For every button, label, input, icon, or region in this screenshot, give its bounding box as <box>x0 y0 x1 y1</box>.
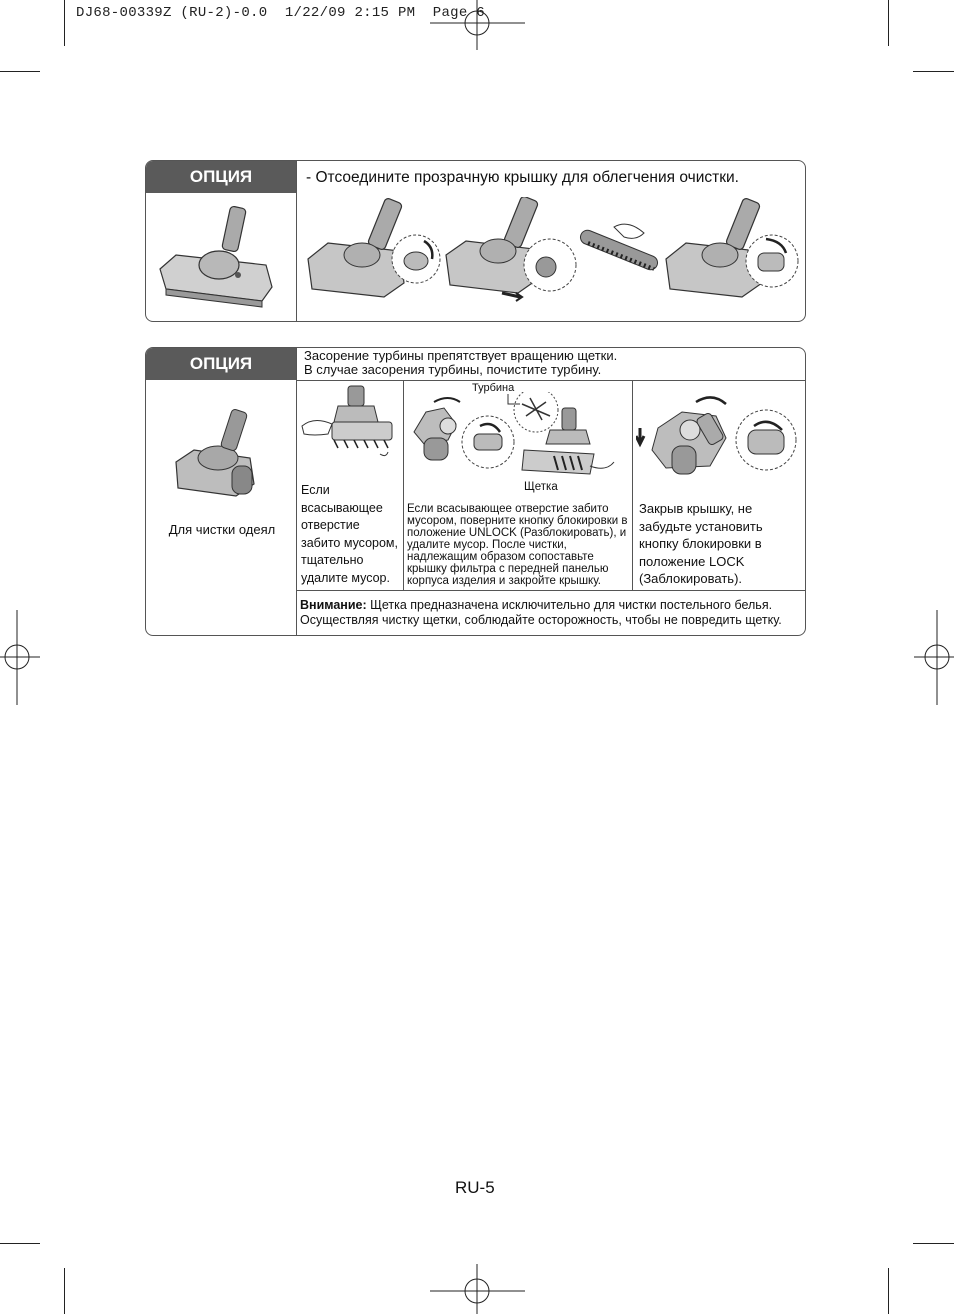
option-box-transparent-cover <box>145 160 806 322</box>
intro-line-1: Засорение турбины препятствует вращению щетки. <box>304 348 618 363</box>
blanket-caption: Для чистки одеял <box>168 522 276 537</box>
print-header: DJ68-00339Z (RU-2)-0.0 1/22/09 2:15 PM Page 6 <box>76 5 485 21</box>
option-box-turbo-brush <box>145 347 806 636</box>
crop-mark <box>913 1243 954 1244</box>
crop-mark <box>64 0 65 46</box>
warning-label: Внимание: <box>300 598 367 612</box>
lock-cover-illustration <box>636 388 802 488</box>
crop-mark <box>0 1243 40 1244</box>
crop-mark <box>64 1268 65 1314</box>
turbo-brush-illustration <box>170 406 266 502</box>
divider <box>296 590 805 591</box>
step-2-text: Если всасывающее отверстие забито мусором, поверните кнопку блокировки в положение UNLOCK (Разблокировать), и удалите мусор. После чистки, надлежащим образом сопоставьте крышку фильтра с передней панелью корпуса изделия и закройте крышку. <box>407 503 628 587</box>
warning-line-1 <box>300 598 772 613</box>
cover-removal-step-4-illustration <box>662 197 802 315</box>
cover-removal-step-1-illustration <box>304 197 444 315</box>
brush-label: Щетка <box>524 481 558 493</box>
option-tag: ОПЦИЯ <box>146 348 296 380</box>
turbine-unlock-illustration <box>404 392 630 496</box>
floor-brush-illustration <box>154 203 284 311</box>
crop-mark <box>0 71 40 72</box>
divider <box>296 380 805 381</box>
debris-removal-illustration <box>298 382 398 470</box>
crop-mark <box>913 71 954 72</box>
intro-line-2: В случае засорения турбины, почистите турбину. <box>304 362 602 377</box>
turbine-label: Турбина <box>472 382 515 394</box>
registration-mark-icon <box>430 0 525 50</box>
crop-mark <box>888 1268 889 1314</box>
cover-removal-step-2-illustration <box>442 197 582 315</box>
step-3-text: Закрыв крышку, не забудьте установить кнопку блокировки в положение LOCK (Заблокировать). <box>639 501 763 586</box>
registration-mark-icon <box>0 610 40 705</box>
step-1-text: Если всасывающее отверстие забито мусором, тщательно удалите мусор. <box>301 483 398 585</box>
divider <box>296 161 297 321</box>
warning-line-2: Осуществляя чистку щетки, соблюдайте осторожность, чтобы не повредить щетку. <box>300 613 782 627</box>
divider <box>296 348 297 635</box>
option-tag: ОПЦИЯ <box>146 161 296 193</box>
divider <box>632 380 633 590</box>
registration-mark-icon <box>430 1264 525 1314</box>
registration-mark-icon <box>914 610 954 705</box>
page-number: RU-5 <box>455 1178 495 1197</box>
warning-text: Щетка предназначена исключительно для чистки постельного белья. <box>366 598 773 612</box>
brush-roll-cleaning-illustration <box>574 213 664 293</box>
crop-mark <box>888 0 889 46</box>
instruction-text: - Отсоедините прозрачную крышку для облегчения очистки. <box>306 169 739 186</box>
